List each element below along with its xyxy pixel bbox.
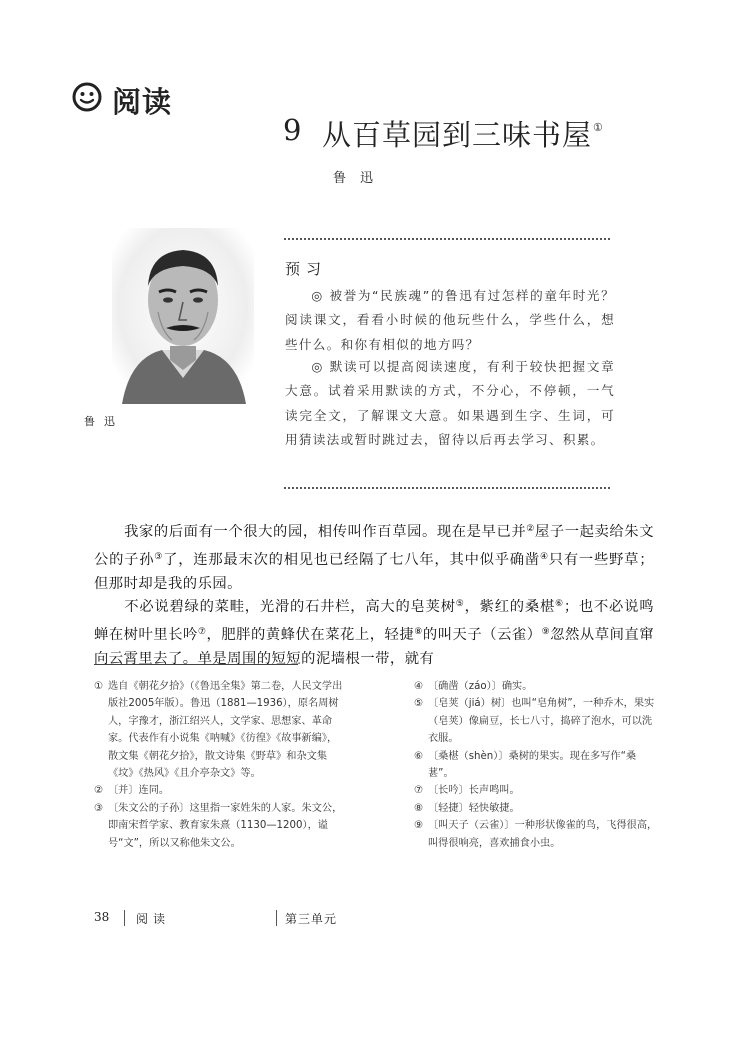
smiley-face-icon <box>72 82 102 112</box>
footnote-number: ① <box>94 681 104 692</box>
text-run: ，紫红的桑椹 <box>464 599 556 615</box>
author-name: 鲁迅 <box>333 171 388 186</box>
page-number: 38 <box>94 910 110 924</box>
preview-item-text: ◎ 被誉为“民族魂”的鲁迅有过怎样的童年时光？阅读课文，看看小时候的他玩些什么，学些什么，想些什么。和你有相似的地方吗？ <box>285 288 615 352</box>
footnote-ref[interactable]: ⑤ <box>455 599 465 609</box>
preview-item-text: ◎ 默读可以提高阅读速度，有利于较快把握文章大意。试着采用默读的方式，不分心，不停顿，一气读完全文，了解课文大意。如果遇到生字、生词，可用猜读法或暂时跳过去，留待以后再去学习、积累。 <box>285 359 615 448</box>
footnote-text: 〔桑椹（shèn）〕桑树的果实。现在多写作“桑葚”。 <box>428 750 637 780</box>
lesson-title-text: 从百草园到三味书屋 <box>322 118 593 152</box>
section-label: 阅读 <box>112 85 173 119</box>
footnote-item <box>414 748 658 783</box>
footnote-ref[interactable]: ④ <box>539 551 549 562</box>
footnote-text: 〔确凿（záo）〕确实。 <box>428 681 533 692</box>
body-paragraph <box>94 592 654 672</box>
footnote-text: 选自《朝花夕拾》（《鲁迅全集》第二卷，人民文学出版社2005年版）。鲁迅（1881—1936），原名周树人，字豫才，浙江绍兴人，文学家、思想家、革命家。代表作有小说集《呐喊》《彷徨》《故事新编》，散文集《朝花夕拾》，散文诗集《野草》和杂文集《坟》《热风》《且介亭杂文》等。 <box>108 681 343 780</box>
footnote-number: ⑨ <box>414 820 424 832</box>
footnote-number: ⑧ <box>414 802 424 814</box>
text-run: ；也不必说鸣蝉在树叶里长吟 <box>94 599 654 643</box>
footnotes-right-column <box>414 678 658 852</box>
footnote-text: 〔朱文公的子孙〕这里指一家姓朱的人家。朱文公，即南宋哲学家、教育家朱熹（1130—1200），谥号“文”，所以又称他朱文公。 <box>108 802 343 849</box>
footnote-separator <box>94 664 298 665</box>
text-run: 我家的后面有一个很大的园，相传叫作百草园。现在是早已并 <box>124 524 527 540</box>
text-run: 只有一些野草；但那时却是我的乐园。 <box>94 551 655 592</box>
text-run: 了，连那最末次的相见也已经隔了七八年，其中似乎确凿 <box>163 551 540 568</box>
footnote-text: 〔叫天子（云雀）〕一种形状像雀的鸟，飞得很高，叫得很响亮，喜欢捕食小虫。 <box>428 820 658 849</box>
footnote-item <box>414 817 658 852</box>
text-run: 忽然从草间直窜向云霄里去了。单是周围的短短的泥墙根一带，就有 <box>94 626 655 667</box>
preview-bottom-divider <box>284 487 610 489</box>
preview-item <box>285 284 615 357</box>
footnote-text: 〔并〕连同。 <box>108 785 170 797</box>
footnote-ref[interactable]: ② <box>526 524 535 534</box>
footnote-number: ⑦ <box>414 785 424 797</box>
footnotes-left-column <box>94 678 344 852</box>
footer-divider <box>276 910 277 926</box>
footnote-text: 〔皂荚（jiá）树〕也叫“皂角树”，一种乔木，果实（皂荚）像扁豆，长七八寸，捣碎了泡水，可以洗衣服。 <box>428 698 655 745</box>
footnote-item <box>414 782 658 799</box>
text-run: 的叫天子（云雀） <box>422 626 542 643</box>
footnote-number: ⑤ <box>414 698 424 710</box>
preview-heading: 预习 <box>285 260 328 278</box>
footer-divider <box>124 910 125 926</box>
preview-item <box>285 355 615 453</box>
author-portrait <box>112 228 254 404</box>
footnote-item <box>414 695 658 747</box>
footnote-number: ④ <box>414 681 424 692</box>
footnote-number: ③ <box>94 802 104 814</box>
footnote-ref[interactable]: ⑦ <box>197 626 207 637</box>
footnote-ref[interactable]: ⑨ <box>541 626 551 637</box>
footnote-text: 〔长吟〕长声鸣叫。 <box>428 785 520 797</box>
footnote-number: ② <box>94 785 104 797</box>
text-run: ，肥胖的黄蜂伏在菜花上，轻捷 <box>206 626 415 643</box>
portrait-caption: 鲁迅 <box>84 415 124 428</box>
footnote-item <box>94 800 344 852</box>
footnote-item <box>94 678 344 782</box>
text-run: 屋子一起卖给朱文公的子孙 <box>94 524 654 568</box>
footnote-text: 〔轻捷〕轻快敏捷。 <box>428 802 520 814</box>
footnote-item <box>414 678 658 695</box>
footnote-ref[interactable]: ③ <box>154 551 164 562</box>
footnote-number: ⑥ <box>414 750 424 762</box>
title-footnote-mark: ① <box>593 121 604 134</box>
footnote-item <box>414 800 658 817</box>
footer-unit-label: 第三单元 <box>285 912 338 926</box>
footnote-item <box>94 782 344 799</box>
lesson-number: 9 <box>283 113 302 147</box>
text-run: 不必说碧绿的菜畦，光滑的石井栏，高大的皂荚树 <box>124 599 456 615</box>
body-paragraph <box>94 517 654 597</box>
footnote-ref[interactable]: ⑧ <box>414 626 423 637</box>
preview-top-divider <box>284 238 610 240</box>
footer-section-label: 阅读 <box>136 912 171 926</box>
footnote-ref[interactable]: ⑥ <box>555 599 564 609</box>
lesson-title <box>322 113 604 154</box>
